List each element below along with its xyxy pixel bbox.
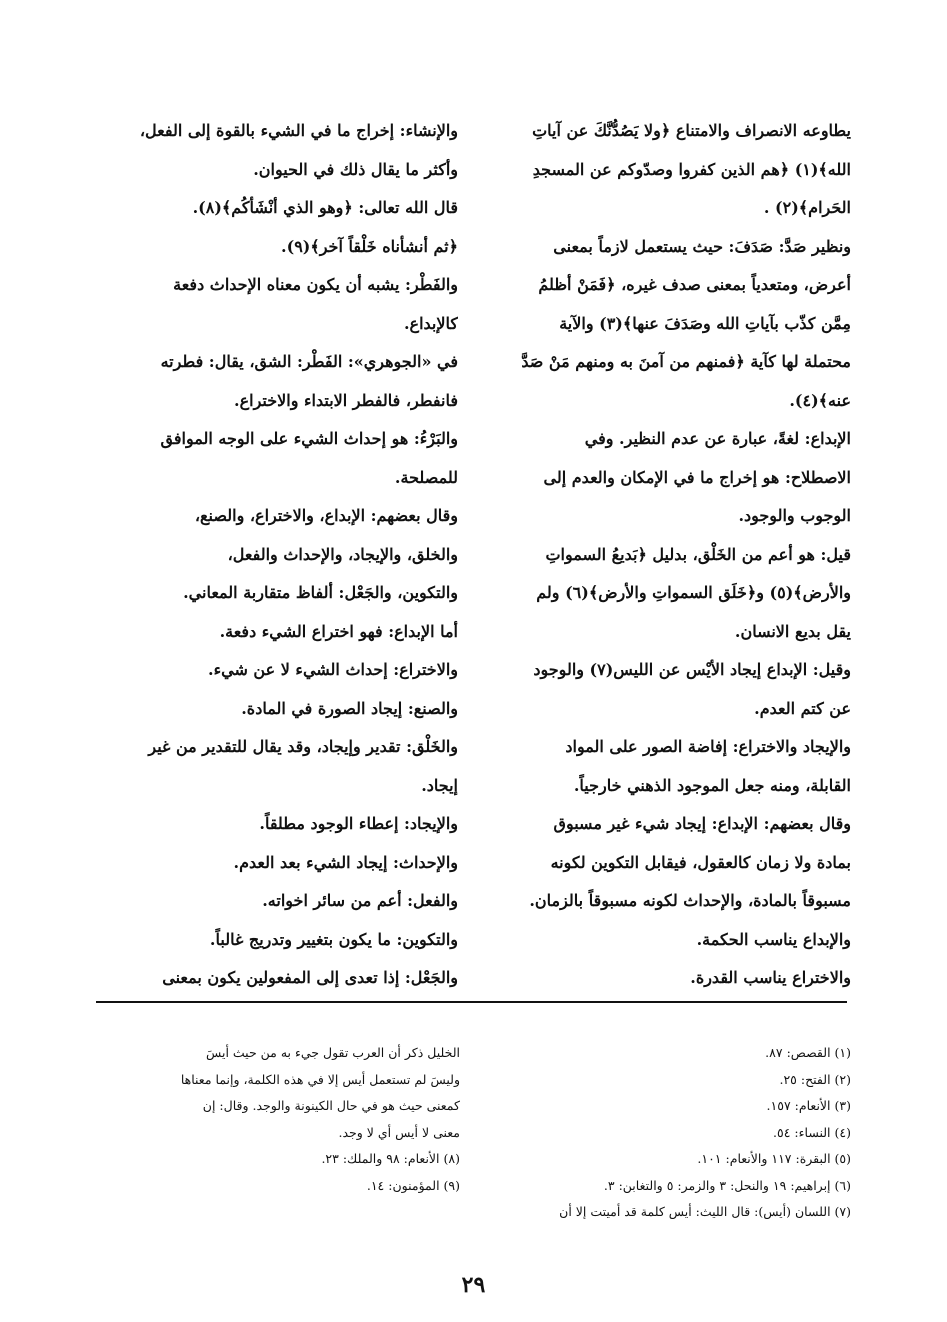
text-line: والفَطْر: يشبه أن يكون معناه الإحداث دفعة (173, 275, 458, 294)
text-line: محتملة لها كآية ﴿فمنهم من آمنَ به ومنهم مَنْ صَدَّ (521, 352, 851, 371)
text-line: والإنشاء: إخراج ما في الشيء بالقوة إلى الفعل، (139, 121, 458, 140)
text-line: والخَلْق: تقدير وإيجاد، وقد يقال للتقدير من غير (148, 737, 458, 756)
footnote-line: الخليل ذكر أن العرب تقول جيء به من حيث أيسَ (206, 1045, 460, 1060)
text-line: ونظير صَدَّ: صَدَفَ: حيث يستعمل لازماً بمعنى (553, 236, 851, 256)
text-line: إيجاد. (421, 775, 458, 795)
text-line: ﴿ثم أنشأناه خَلْقاً آخر﴾(٩). (281, 236, 458, 256)
text-line: في «الجوهري»: الفَطْر: الشق، يقال: فطرته (160, 352, 458, 371)
footnote-line: (٧) اللسان (أيس): قال الليث: أيس كلمة قد أميتت إلا أن (559, 1204, 851, 1219)
text-line: والاختراع: إحداث الشيء لا عن شيء. (208, 660, 458, 679)
footnote-line: معنى لا أيس أي لا وجد. (338, 1124, 460, 1140)
footnote-line: (١) القصص: ٨٧. (765, 1045, 851, 1060)
text-line: والفعل: أعم من سائر اخواته. (262, 891, 458, 910)
text-line: والإحداث: إيجاد الشيء بعد العدم. (233, 852, 458, 872)
page-number: ٢٩ (461, 1272, 486, 1298)
text-line: أما الإبداع: فهو اختراع الشيء دفعة. (219, 621, 458, 641)
text-line: وقال بعضهم: الإبداع: إيجاد شيء غير مسبوق (553, 814, 851, 833)
text-line: الله﴾(١) ﴿هم الذين كفروا وصدّوكم عن المسجدِ (532, 159, 851, 179)
right-text-column (501, 112, 851, 998)
text-line: الوجوب والوجود. (738, 506, 851, 525)
text-line: الاصطلاح: هو إخراج ما في الإمكان والعدم إلى (543, 467, 851, 487)
text-line: عنه﴾(٤). (789, 390, 851, 410)
text-line: والبَرْءُ: هو إحداث الشيء على الوجه الموافق (160, 429, 458, 448)
footnotes-right-column (476, 1040, 851, 1226)
text-line: يقل بديع الانسان. (734, 621, 851, 641)
text-line: أعرض، ومتعدياً بمعنى صدف غيره، ﴿فَمَنْ أظلمُ (538, 275, 851, 294)
footnote-separator (96, 1001, 847, 1003)
text-line: وأكثر ما يقال ذلك في الحيوان. (253, 159, 458, 179)
text-line: بمادة ولا زمان كالعقول، فيقابل التكوين لكونه (550, 852, 851, 872)
text-line: للمصلحة. (394, 467, 458, 487)
footnote-line: وليسَ لم تستعمل أيس إلا في هذه الكلمة، وإنما معناها (180, 1071, 460, 1087)
footnotes-left-column (100, 1040, 460, 1199)
footnote-line: كمعنى حيث هو في حال الكينونة والوجد. وقال: إن (202, 1098, 460, 1113)
text-line: الإبداع: لغةً، عبارة عن عدم النظير. وفي (584, 429, 851, 448)
text-line: وقال بعضهم: الإبداع، والاختراع، والصنع، (194, 506, 458, 525)
text-line: والإبداع يناسب الحكمة. (696, 929, 851, 949)
text-line: والاختراع يناسب القدرة. (690, 968, 851, 987)
footnote-line: (٥) البقرة: ١١٧ والأنعام: ١٠١. (697, 1151, 851, 1166)
text-line: وقيل: الإبداع إيجاد الأيْس عن الليس(٧) والوجود (533, 660, 851, 679)
text-line: والخلق، والإيجاد، والإحداث والفعل، (227, 544, 458, 564)
text-line: مِمَّن كذّب بآياتِ الله وصَدَفَ عنها﴾(٣) والآية (559, 313, 851, 333)
footnote-line: (٦) إبراهيم: ١٩ والنحل: ٣ والزمر: ٥ والتغابن: ٣. (603, 1177, 851, 1193)
text-line: والتكوين: ما يكون بتغيير وتدريج غالباً. (209, 929, 458, 949)
text-line: فانفطر، فالفطر الابتداء والاختراع. (234, 390, 458, 410)
text-line: والتكوين، والجَعْل: ألفاظ متقاربة المعاني. (183, 583, 458, 602)
text-line: والجَعْل: إذا تعدى إلى المفعولين يكون بمعنى (162, 968, 458, 987)
text-line: مسبوقاً بالمادة، والإحداث لكونه مسبوقاً بالزمان. (529, 891, 851, 910)
text-line: والأرض﴾(٥) و﴿خَلَق السمواتِ والأرض﴾(٦) ولم (536, 583, 851, 602)
footnote-line: (٩) المؤمنون: ١٤. (366, 1177, 460, 1193)
text-line: القابلة، ومنه جعل الموجود الذهني خارجياً. (573, 775, 851, 795)
footnote-line: (٢) الفتح: ٢٥. (779, 1071, 851, 1087)
text-line: قيل: هو أعم من الخَلْق، بدليل ﴿بَديعُ السمواتِ (545, 544, 851, 564)
text-line: والصنع: إيجاد الصورة في المادة. (241, 698, 458, 718)
footnote-line: (٤) النساء: ٥٤. (773, 1124, 851, 1140)
left-text-column (108, 112, 458, 998)
text-line: والإيجاد: إعطاء الوجود مطلقاً. (259, 814, 458, 833)
footnote-line: (٣) الأنعام: ١٥٧. (766, 1098, 851, 1113)
text-line: والإيجاد والاختراع: إفاضة الصور على المواد (565, 737, 851, 756)
text-line: يطاوعه الانصراف والامتناع ﴿ولا يَصُدُّنَّكَ عن آياتِ (532, 121, 851, 140)
text-line: الحَرام﴾(٢) . (763, 198, 851, 217)
text-line: عن كتم العدم. (754, 698, 851, 718)
footnote-line: (٨) الأنعام: ٩٨ والملك: ٢٣. (321, 1151, 460, 1166)
text-line: قال الله تعالى: ﴿وهو الذي أنْشَأكُم﴾(٨). (192, 198, 458, 217)
text-line: كالإبداع. (403, 313, 458, 333)
